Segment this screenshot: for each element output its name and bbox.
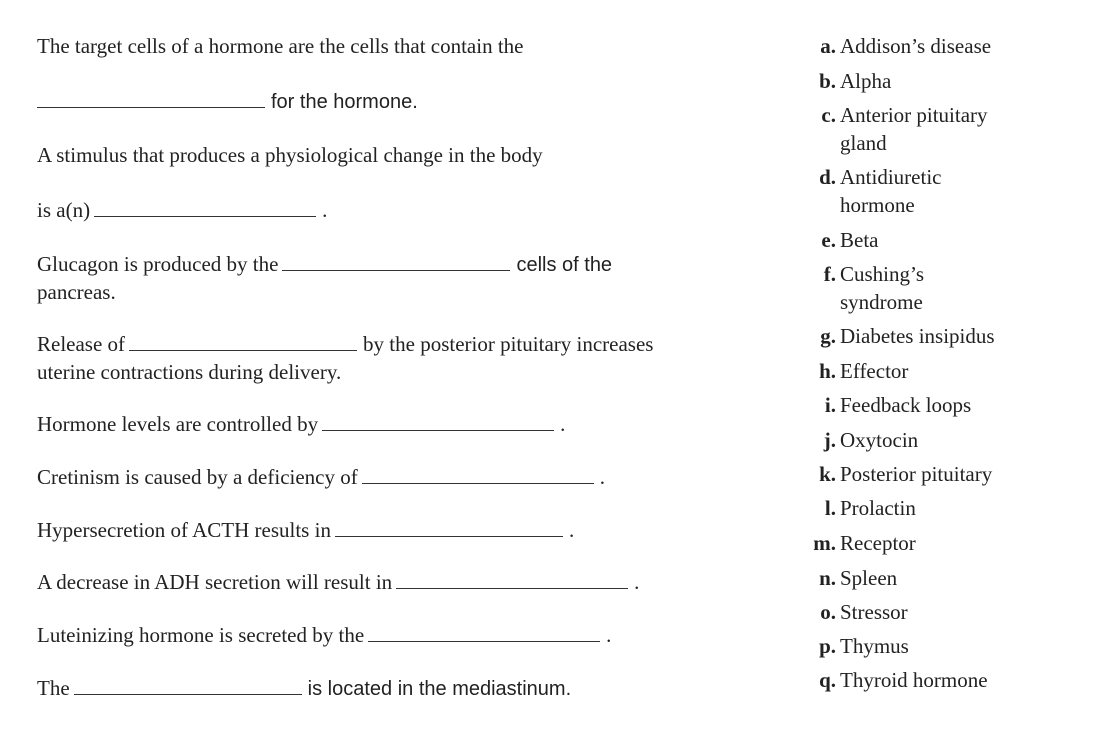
choice-letter: a. (820, 34, 836, 58)
question-4-after: by the posterior pituitary increases (363, 332, 654, 356)
choice-letter: d. (819, 165, 836, 189)
question-6-end: . (599, 465, 605, 489)
choice-letter: m. (813, 531, 836, 555)
question-2-line1: A stimulus that produces a physiological change in the body (37, 143, 543, 167)
question-9 (37, 621, 611, 649)
choice-text: Effector (840, 359, 909, 383)
choice-letter: q. (819, 668, 836, 692)
choice-text: Posterior pituitary (840, 462, 993, 486)
question-9-line (37, 621, 611, 649)
choice-text: Diabetes insipidus (840, 324, 995, 348)
question-7 (37, 516, 574, 544)
question-8-before: A decrease in ADH secretion will result in (37, 570, 393, 594)
choice-text: Oxytocin (840, 428, 919, 452)
question-10 (37, 674, 571, 702)
question-1-line1: The target cells of a hormone are the cells that contain the (37, 34, 524, 58)
choice-letter: g. (820, 324, 836, 348)
answer-blank-7[interactable] (335, 518, 563, 537)
choice-text: Spleen (840, 566, 898, 590)
question-10-before: The (37, 676, 70, 700)
choice-text: Stressor (840, 600, 908, 624)
answer-blank-8[interactable] (396, 570, 628, 589)
question-8 (37, 568, 639, 596)
choice-letter: h. (819, 359, 836, 383)
question-4 (37, 330, 653, 386)
answer-choices-list (804, 0, 1104, 752)
question-5 (37, 410, 565, 438)
choice-letter: c. (821, 103, 836, 127)
question-9-end: . (606, 623, 612, 647)
question-5-line (37, 410, 565, 438)
choice-text: Antidiuretic hormone (840, 165, 942, 217)
choice-letter: p. (819, 634, 836, 658)
choice-letter: l. (824, 496, 836, 520)
question-9-before: Luteinizing hormone is secreted by the (37, 623, 365, 647)
answer-blank-6[interactable] (362, 465, 594, 484)
choice-letter: i. (824, 393, 836, 417)
choice-letter: f. (823, 262, 836, 286)
choice-letter: j. (823, 428, 836, 452)
question-6-line (37, 463, 605, 491)
answer-blank-2[interactable] (94, 198, 316, 217)
question-10-after: is located in the mediastinum. (307, 678, 572, 700)
question-7-line (37, 516, 574, 544)
question-3-before: Glucagon is produced by the (37, 252, 279, 276)
choice-text: Anterior pituitary gland (840, 103, 988, 155)
question-3-line1 (37, 250, 612, 278)
question-3-after: cells of the (516, 254, 613, 276)
answer-blank-3[interactable] (282, 252, 510, 271)
question-1-after: for the hormone. (271, 91, 418, 113)
answer-blank-1[interactable] (37, 89, 265, 108)
question-7-end: . (568, 518, 575, 542)
choice-text: Addison’s disease (840, 34, 992, 58)
question-1-line2 (37, 87, 524, 115)
question-3 (37, 250, 612, 306)
choice-letter: e. (821, 228, 836, 252)
answer-blank-10[interactable] (74, 676, 302, 695)
question-6-before: Cretinism is caused by a deficiency of (37, 465, 358, 489)
question-5-before: Hormone levels are controlled by (37, 412, 319, 436)
choice-text: Thymus (840, 634, 909, 658)
question-4-line1 (37, 330, 653, 358)
question-2-line2 (37, 196, 543, 224)
question-4-line2: uterine contractions during delivery. (37, 360, 342, 384)
question-2-before: is a(n) (37, 198, 91, 222)
answer-blank-9[interactable] (368, 623, 600, 642)
choice-text: Cushing’s syndrome (840, 262, 925, 314)
question-8-end: . (634, 570, 640, 594)
question-2-end: . (322, 198, 328, 222)
question-5-end: . (560, 412, 566, 436)
choice-letter: k. (819, 462, 836, 486)
choice-text: Thyroid hormone (840, 668, 988, 692)
choice-text: Beta (840, 228, 879, 252)
question-4-before: Release of (37, 332, 126, 356)
choice-letter: o. (820, 600, 836, 624)
choice-letter: n. (819, 566, 836, 590)
question-2 (37, 141, 543, 224)
question-10-line (37, 674, 571, 702)
fill-in-blank-questions (37, 0, 777, 752)
question-3-line2: pancreas. (37, 280, 116, 304)
choice-text: Alpha (840, 69, 892, 93)
choice-text: Feedback loops (840, 393, 972, 417)
choice-letter: b. (819, 69, 836, 93)
question-1 (37, 32, 524, 115)
choice-text: Prolactin (840, 496, 916, 520)
question-7-before: Hypersecretion of ACTH results in (37, 518, 331, 542)
answer-blank-4[interactable] (129, 332, 357, 351)
choice-text: Receptor (840, 531, 916, 555)
question-6 (37, 463, 605, 491)
question-8-line (37, 568, 639, 596)
answer-blank-5[interactable] (322, 412, 554, 431)
